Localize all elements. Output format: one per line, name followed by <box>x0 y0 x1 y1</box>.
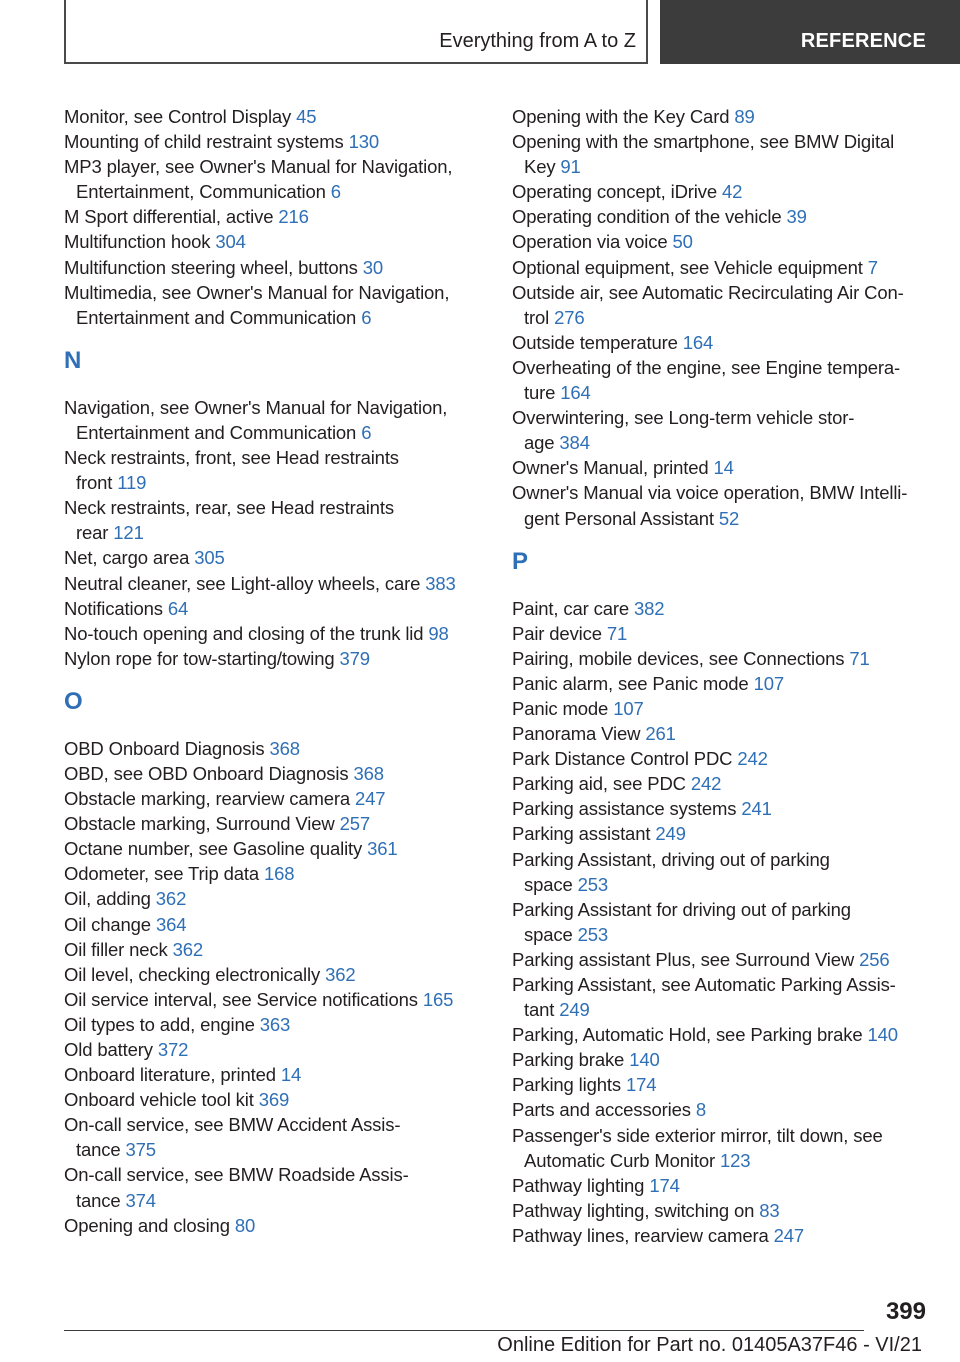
page-reference-link[interactable]: 121 <box>113 522 144 544</box>
page-reference-link[interactable]: 361 <box>367 838 398 860</box>
page-reference-link[interactable]: 383 <box>425 572 456 594</box>
index-entry <box>512 621 932 646</box>
index-entry-term: Parking lights <box>512 1074 626 1096</box>
page-reference-link[interactable]: 362 <box>172 938 204 960</box>
index-entry-term: Parking assistant Plus, see Surround View <box>512 948 860 970</box>
page-reference-link[interactable]: 6 <box>330 181 341 203</box>
index-column-left <box>64 104 484 1238</box>
index-entry <box>64 861 484 886</box>
page-reference-link[interactable]: 368 <box>269 737 300 759</box>
index-entry <box>64 987 484 1012</box>
index-entry <box>64 811 484 836</box>
reference-tab-label: REFERENCE <box>800 30 926 52</box>
index-entry <box>64 154 484 204</box>
index-entry <box>512 355 932 405</box>
index-entry-term: Oil, adding <box>64 888 156 910</box>
index-entry <box>512 671 932 696</box>
index-entry-term: Operating concept, iDrive <box>512 181 722 203</box>
index-entry-term: Parking Assistant, driving out of parking space <box>512 848 830 895</box>
index-entry <box>64 229 484 254</box>
index-entry <box>64 104 484 129</box>
index-entry-term: Nylon rope for tow-starting/towing <box>64 647 340 669</box>
index-entry-term: OBD, see OBD Onboard Diagnosis <box>64 762 354 784</box>
index-entry <box>512 746 932 771</box>
index-entry <box>64 786 484 811</box>
page-reference-link[interactable]: 50 <box>672 231 693 253</box>
index-entry <box>64 255 484 280</box>
index-entry-term: Oil filler neck <box>64 938 173 960</box>
page-reference-link[interactable]: 304 <box>215 231 246 253</box>
page-reference-link[interactable]: 372 <box>157 1039 189 1060</box>
index-entry <box>512 1198 932 1223</box>
index-entry <box>64 596 484 621</box>
index-entry-term: Opening with the smartphone, see BMW Digital Key <box>512 131 895 178</box>
page-reference-link[interactable]: 119 <box>117 472 147 494</box>
page-reference-link[interactable]: 140 <box>867 1024 898 1046</box>
page-reference-link[interactable]: 242 <box>737 748 768 770</box>
index-entry-term: Panic mode <box>512 697 614 719</box>
index-entry-term: Outside temperature <box>512 331 683 353</box>
index-entry <box>64 736 484 761</box>
page-reference-link[interactable]: 369 <box>258 1089 290 1111</box>
index-entry-term: Opening with the Key Card <box>512 106 735 127</box>
index-entry-term: Panic alarm, see Panic mode <box>512 672 754 694</box>
index-entry <box>512 696 932 721</box>
page-reference-link[interactable]: 130 <box>348 131 379 153</box>
index-entry-term: Onboard literature, printed <box>64 1064 281 1086</box>
index-entry <box>64 280 484 330</box>
index-entry-term: Paint, car care <box>512 597 635 619</box>
index-entry <box>64 1213 484 1238</box>
page-reference-link[interactable]: 384 <box>559 432 590 454</box>
page-reference-link[interactable]: 249 <box>655 823 686 845</box>
index-entry-term: Pathway lighting, switching on <box>512 1199 760 1221</box>
page-reference-link[interactable]: 39 <box>786 206 807 228</box>
index-entry <box>512 947 932 972</box>
page-reference-link[interactable]: 247 <box>773 1224 805 1246</box>
page-reference-link[interactable]: 261 <box>645 723 676 745</box>
index-entry-term: Outside air, see Automatic Recirculating Air Con- trol <box>512 281 904 328</box>
index-entry-term: Pair device <box>512 622 607 644</box>
page-number: 399 <box>885 1298 926 1325</box>
page-reference-link[interactable]: 374 <box>125 1189 156 1211</box>
index-entry <box>512 1223 932 1248</box>
page-reference-link[interactable]: 364 <box>155 913 187 935</box>
index-entry <box>512 280 932 330</box>
footer-divider <box>64 1330 864 1331</box>
index-letter-heading: O <box>64 687 83 715</box>
page-reference-link[interactable]: 216 <box>278 206 309 228</box>
page-reference-link[interactable]: 98 <box>428 622 449 644</box>
page-reference-link[interactable]: 71 <box>849 647 870 669</box>
index-entry-term: Oil service interval, see Service notifications <box>64 988 423 1010</box>
index-entry-term: Multimedia, see Owner's Manual for Navigation, Entertainment and Communication <box>64 281 450 328</box>
index-entry-term: OBD Onboard Diagnosis <box>64 737 270 759</box>
index-entry <box>64 1037 484 1062</box>
index-entry <box>64 621 484 646</box>
index-entry-term: Parking assistant <box>512 823 656 845</box>
page-reference-link[interactable]: 253 <box>577 923 609 945</box>
index-entry-term: Parking Assistant for driving out of parking space <box>512 898 851 945</box>
index-entry-term: Parking, Automatic Hold, see Parking brake <box>512 1024 868 1046</box>
index-entry <box>64 495 484 545</box>
index-entry <box>512 972 932 1022</box>
index-entry <box>64 545 484 570</box>
index-entry-term: Net, cargo area <box>64 547 195 569</box>
index-entry <box>64 1062 484 1087</box>
page-reference-link[interactable]: 379 <box>339 647 370 669</box>
page-reference-link[interactable]: 305 <box>194 547 225 569</box>
index-entry <box>512 330 932 355</box>
index-entry <box>64 886 484 911</box>
index-entry-term: Overheating of the engine, see Engine tempera- ture <box>512 356 901 404</box>
index-entry-term: Neck restraints, rear, see Head restraints rear <box>64 497 394 544</box>
index-entry-term: Panorama View <box>512 723 646 745</box>
index-entry <box>512 646 932 671</box>
index-entry <box>64 445 484 495</box>
index-entry-term: Operating condition of the vehicle <box>512 206 787 228</box>
index-entry-term: Pairing, mobile devices, see Connections <box>512 647 850 669</box>
index-entry <box>64 1087 484 1112</box>
page-reference-link[interactable]: 6 <box>361 421 372 443</box>
index-entry-term: Old battery <box>64 1039 158 1060</box>
index-entry-term: Obstacle marking, Surround View <box>64 813 340 835</box>
page-reference-link[interactable]: 8 <box>695 1099 706 1121</box>
index-entry-term: Owner's Manual, printed <box>512 457 714 479</box>
index-entry <box>512 796 932 821</box>
index-entry <box>512 1123 932 1173</box>
section-title: Everything from A to Z <box>439 30 636 52</box>
index-entry <box>512 179 932 204</box>
page-reference-link[interactable]: 14 <box>713 457 734 479</box>
page-reference-link[interactable]: 362 <box>325 963 356 985</box>
index-entry-term: Multifunction hook <box>64 231 216 253</box>
page-reference-link[interactable]: 89 <box>734 106 755 127</box>
index-column-right <box>512 104 932 1248</box>
page-reference-link[interactable]: 42 <box>721 181 743 203</box>
index-entry-term: On-call service, see BMW Accident Assis- tance <box>64 1114 401 1161</box>
index-entry-term: Mounting of child restraint systems <box>64 131 349 153</box>
page-reference-link[interactable]: 107 <box>753 672 784 694</box>
page-reference-link[interactable]: 253 <box>577 873 609 895</box>
index-entry <box>512 1022 932 1047</box>
index-entry-term: Parking brake <box>512 1049 630 1071</box>
index-entry-term: Notifications <box>64 597 168 619</box>
index-entry <box>64 962 484 987</box>
index-entry <box>512 129 932 179</box>
page-reference-link[interactable]: 7 <box>867 256 878 278</box>
page-reference-link[interactable]: 164 <box>682 331 714 353</box>
index-entry-term: Onboard vehicle tool kit <box>64 1089 259 1111</box>
index-entry <box>512 721 932 746</box>
index-entry <box>64 1162 484 1212</box>
page-reference-link[interactable]: 6 <box>361 306 372 328</box>
index-entry <box>512 596 932 621</box>
page-reference-link[interactable]: 276 <box>554 306 585 328</box>
index-entry-term: Navigation, see Owner's Manual for Navigation, Entertainment and Communication <box>64 396 448 443</box>
index-letter-heading: P <box>512 547 529 575</box>
page-reference-link[interactable]: 362 <box>155 888 187 910</box>
index-entry-term: No-touch opening and closing of the trunk lid <box>64 622 429 644</box>
index-entry-term: Optional equipment, see Vehicle equipment <box>512 256 868 278</box>
index-entry-term: Operation via voice <box>512 231 673 253</box>
page-reference-link[interactable]: 256 <box>859 948 890 970</box>
page-reference-link[interactable]: 45 <box>296 106 317 127</box>
page-reference-link[interactable]: 368 <box>353 762 384 784</box>
index-entry <box>512 897 932 947</box>
index-entry <box>64 912 484 937</box>
index-entry <box>64 937 484 962</box>
index-entry <box>512 229 932 254</box>
index-entry <box>64 395 484 445</box>
page-reference-link[interactable]: 174 <box>625 1074 657 1096</box>
index-entry-term: Parking aid, see PDC <box>512 773 691 795</box>
index-entry <box>512 847 932 897</box>
index-entry <box>512 771 932 796</box>
page-reference-link[interactable]: 165 <box>422 988 454 1010</box>
index-letter-heading: N <box>64 346 82 374</box>
index-entry-term: Odometer, see Trip data <box>64 863 265 885</box>
page-reference-link[interactable]: 375 <box>125 1139 156 1161</box>
page-reference-link[interactable]: 174 <box>649 1174 680 1196</box>
index-entry-term: Overwintering, see Long-term vehicle stor- age <box>512 407 855 454</box>
index-entry <box>64 836 484 861</box>
index-entry <box>64 1012 484 1037</box>
index-entry <box>512 405 932 455</box>
page-reference-link[interactable]: 64 <box>167 597 189 619</box>
index-entry <box>512 1173 932 1198</box>
index-entry-term: Parts and accessories <box>512 1099 696 1121</box>
page-reference-link[interactable]: 107 <box>613 697 644 719</box>
index-entry <box>512 480 932 530</box>
page-reference-link[interactable]: 168 <box>264 863 295 885</box>
page-reference-link[interactable]: 363 <box>259 1013 291 1035</box>
index-entry <box>64 571 484 596</box>
page-reference-link[interactable]: 241 <box>741 798 772 820</box>
index-entry-term: On-call service, see BMW Roadside Assis- tance <box>64 1164 409 1211</box>
index-entry <box>64 761 484 786</box>
index-entry-term: Oil level, checking electronically <box>64 963 326 985</box>
index-entry-term: Parking Assistant, see Automatic Parking Assis- tant <box>512 974 896 1021</box>
index-entry-term: Opening and closing <box>64 1214 235 1236</box>
page-reference-link[interactable]: 164 <box>560 382 591 404</box>
index-entry-term: MP3 player, see Owner's Manual for Navigation, Entertainment, Communication <box>64 156 453 203</box>
page-reference-link[interactable]: 91 <box>560 156 581 178</box>
page-reference-link[interactable]: 14 <box>280 1064 302 1086</box>
index-entry-term: Oil types to add, engine <box>64 1013 260 1035</box>
index-entry-term: Octane number, see Gasoline quality <box>64 838 368 860</box>
page-reference-link[interactable]: 382 <box>634 597 665 619</box>
page-reference-link[interactable]: 247 <box>355 788 386 810</box>
index-entry <box>512 255 932 280</box>
page-reference-link[interactable]: 71 <box>606 622 628 644</box>
index-entry <box>512 1097 932 1122</box>
index-entry-term: Monitor, see Control Display <box>64 106 297 127</box>
page-reference-link[interactable]: 80 <box>234 1214 256 1236</box>
page-reference-link[interactable]: 257 <box>339 813 370 835</box>
page-reference-link[interactable]: 123 <box>720 1149 751 1171</box>
index-entry-term: M Sport differential, active <box>64 206 279 228</box>
footer-edition-text: Online Edition for Part no. 01405A37F46 - VI/21 <box>497 1334 922 1356</box>
index-entry <box>512 455 932 480</box>
index-entry-term: Park Distance Control PDC <box>512 748 738 770</box>
reference-tab <box>660 0 960 64</box>
index-entry <box>512 1047 932 1072</box>
page-reference-link[interactable]: 242 <box>690 773 722 795</box>
index-entry <box>512 1072 932 1097</box>
index-entry <box>64 646 484 671</box>
index-entry-term: Parking assistance systems <box>512 798 742 820</box>
index-entry-term: Multifunction steering wheel, buttons <box>64 256 363 278</box>
index-entry <box>64 1112 484 1162</box>
index-entry-term: Oil change <box>64 913 156 935</box>
index-entry <box>64 204 484 229</box>
index-entry-term: Pathway lighting <box>512 1174 650 1196</box>
index-entry-term: Obstacle marking, rearview camera <box>64 788 355 810</box>
header-frame <box>64 0 648 64</box>
index-entry <box>512 821 932 846</box>
page-reference-link[interactable]: 30 <box>362 256 383 278</box>
index-entry-term: Owner's Manual via voice operation, BMW Intelli- gent Personal Assistant <box>512 482 908 529</box>
index-entry-term: Passenger's side exterior mirror, tilt down, see Automatic Curb Monitor <box>512 1124 883 1171</box>
page-reference-link[interactable]: 249 <box>559 999 590 1021</box>
page-reference-link[interactable]: 83 <box>759 1199 780 1221</box>
index-entry-term: Neck restraints, front, see Head restraints front <box>64 447 399 494</box>
page-reference-link[interactable]: 140 <box>629 1049 660 1071</box>
index-entry-term: Pathway lines, rearview camera <box>512 1224 774 1246</box>
page-reference-link[interactable]: 52 <box>718 507 740 529</box>
index-entry <box>64 129 484 154</box>
index-entry <box>512 104 932 129</box>
index-entry-term: Neutral cleaner, see Light-alloy wheels, care <box>64 572 426 594</box>
index-entry <box>512 204 932 229</box>
